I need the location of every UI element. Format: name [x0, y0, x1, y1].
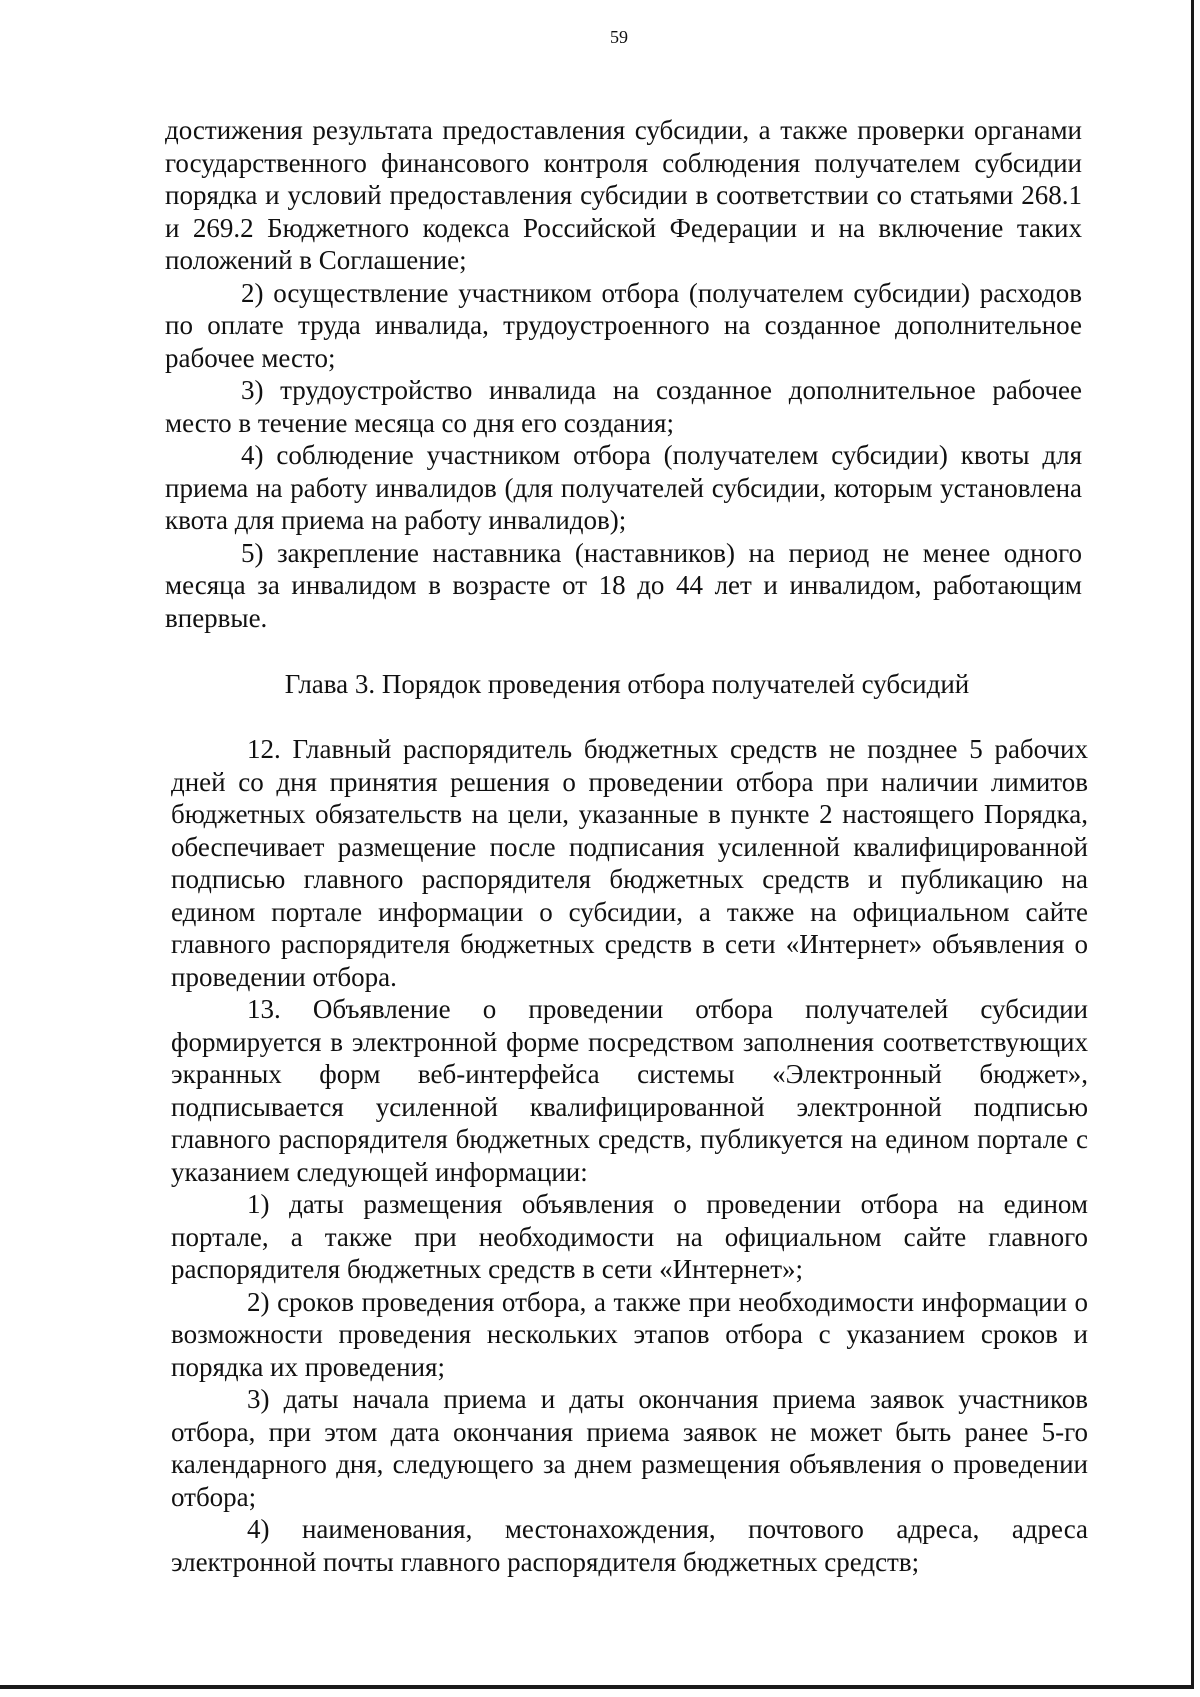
chapter-heading: Глава 3. Порядок проведения отбора получателей субсидий [284, 669, 970, 699]
clause-13-item-2: 2) сроков проведения отбора, а также при необходимости информации о возможности проведения нескольких этапов отбора с указанием сроков и порядка их проведения; [171, 1286, 1088, 1382]
paragraph-item-3: 3) трудоустройство инвалида на созданное дополнительное рабочее место в течение месяца со дня его создания; [165, 375, 1082, 438]
paragraph-item-4: 4) соблюдение участником отбора (получателем субсидии) квоты для приема на работу инвалидов (для получателей субсидии, которым установлена квота для приема на работу инвалидов); [165, 440, 1082, 535]
scan-right-edge [1191, 0, 1194, 1685]
paragraph-item-5: 5) закрепление наставника (наставников) на период не менее одного месяца за инвалидом в возрасте от 18 до 44 лет и инвалидом, работающим впервые. [165, 537, 1082, 633]
clause-13-item-1: 1) даты размещения объявления о проведении отбора на едином портале, а также при необходимости на официальном сайте главного распорядителя бюджетных средств в сети «Интернет»; [171, 1189, 1088, 1284]
clause-13: 13. Объявление о проведении отбора получателей субсидии формируется в электронной форме посредством заполнения соответствующих экранных форм веб-интерфейса системы «Электронный бюджет», подписывается усиленной квалифицированной электронной подписью главного распорядителя бюджетных средств, публикуется на едином портале с указанием следующей информации: [171, 994, 1088, 1187]
clause-12: 12. Главный распорядитель бюджетных средств не позднее 5 рабочих дней со дня принятия решения о проведении отбора при наличии лимитов бюджетных обязательств на цели, указанные в пункте 2 настоящего Порядка, обеспечивает размещение после подписания усиленной квалифицированной подписью главного распорядителя бюджетных средств и публикацию на едином портале информации о субсидии, а также на официальном сайте главного распорядителя бюджетных средств в сети «Интернет» объявления о проведении отбора. [171, 734, 1088, 992]
clause-13-item-3: 3) даты начала приема и даты окончания приема заявок участников отбора, при этом дата окончания приема заявок не может быть ранее 5-го календарного дня, следующего за днем размещения объявления о проведении отбора; [171, 1384, 1088, 1512]
paragraph-item-2: 2) осуществление участником отбора (получателем субсидии) расходов по оплате труда инвалида, трудоустроенного на созданное дополнительное рабочее место; [165, 277, 1082, 373]
scan-bottom-edge [0, 1685, 1194, 1689]
intro-text-block [165, 114, 1082, 634]
chapter-text-block [171, 733, 1088, 1578]
page-number: 59 [610, 27, 628, 47]
paragraph-continuation: достижения результата предоставления субсидии, а также проверки органами государственного финансового контроля соблюдения получателем субсидии порядка и условий предоставления субсидии в соответствии со статьями 268.1 и 269.2 Бюджетного кодекса Российской Федерации и на включение таких положений в Соглашение; [165, 115, 1082, 275]
clause-13-item-4: 4) наименования, местонахождения, почтового адреса, адреса электронной почты главного распорядителя бюджетных средств; [171, 1514, 1088, 1577]
